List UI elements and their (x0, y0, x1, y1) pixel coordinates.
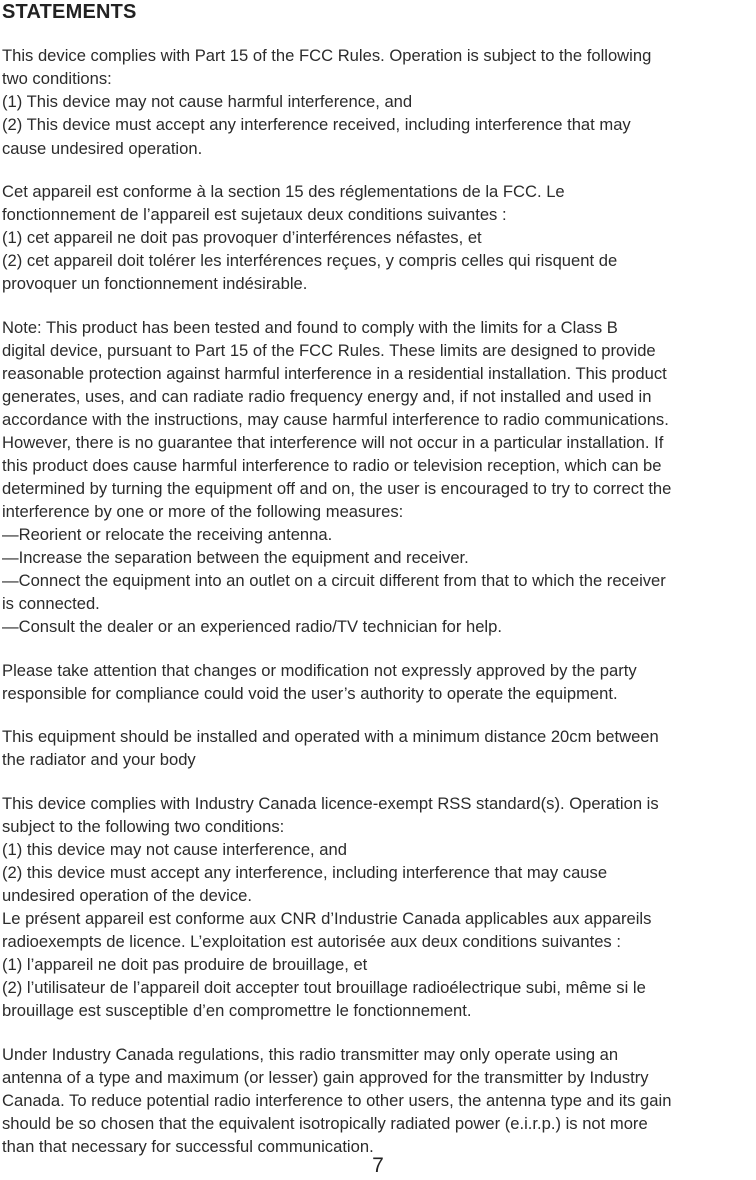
class-b-note-line: determined by turning the equipment off and on, the user is encouraged to try to correct the (2, 479, 672, 498)
french-fcc-statement-line: (1) cet appareil ne doit pas provoquer d’interférences néfastes, et (2, 228, 482, 247)
fcc-statement-line: (2) This device must accept any interference received, including interference that may (2, 115, 631, 134)
class-b-note-line: accordance with the instructions, may cause harmful interference to radio communications. (2, 410, 669, 429)
french-fcc-statement-line: (2) cet appareil doit tolérer les interférences reçues, y compris celles qui risquent de (2, 251, 618, 270)
antenna-regulation-line: should be so chosen that the equivalent isotropically radiated power (e.i.r.p.) is not more (2, 1114, 648, 1133)
fcc-statement-line: cause undesired operation. (2, 139, 203, 158)
measure-list-item: —Reorient or relocate the receiving antenna. (2, 525, 333, 544)
antenna-regulation-line: Under Industry Canada regulations, this radio transmitter may only operate using an (2, 1045, 619, 1064)
industry-canada-french-line: radioexempts de licence. L’exploitation est autorisée aux deux conditions suivantes : (2, 932, 621, 951)
class-b-note-line: this product does cause harmful interference to radio or television reception, which can be (2, 456, 662, 475)
rf-exposure-line: This equipment should be installed and operated with a minimum distance 20cm between (2, 727, 659, 746)
french-fcc-statement-line: Cet appareil est conforme à la section 15 des réglementations de la FCC. Le (2, 182, 565, 201)
class-b-note-line: digital device, pursuant to Part 15 of the FCC Rules. These limits are designed to provide (2, 341, 656, 360)
industry-canada-french-line: Le présent appareil est conforme aux CNR d’Industrie Canada applicables aux appareils (2, 909, 652, 928)
class-b-note-line: Note: This product has been tested and found to comply with the limits for a Class B (2, 318, 618, 337)
industry-canada-statement-line: (2) this device must accept any interference, including interference that may cause (2, 863, 608, 882)
fcc-statement-line: two conditions: (2, 69, 112, 88)
antenna-regulation-line: than that necessary for successful communication. (2, 1137, 374, 1156)
french-fcc-statement-line: fonctionnement de l’appareil est sujetaux deux conditions suivantes : (2, 205, 507, 224)
fcc-statement-line: (1) This device may not cause harmful interference, and (2, 92, 413, 111)
modification-warning-line: Please take attention that changes or modification not expressly approved by the party (2, 661, 637, 680)
measure-list-item: —Connect the equipment into an outlet on a circuit different from that to which the receiver (2, 571, 666, 590)
class-b-note-line: generates, uses, and can radiate radio frequency energy and, if not installed and used in (2, 387, 652, 406)
industry-canada-statement-line: This device complies with Industry Canada licence-exempt RSS standard(s). Operation is (2, 794, 659, 813)
page-number: 7 (372, 1154, 384, 1177)
class-b-note-line: However, there is no guarantee that interference will not occur in a particular installation. If (2, 433, 664, 452)
class-b-note-line: interference by one or more of the following measures: (2, 502, 404, 521)
measure-list-item: —Increase the separation between the equipment and receiver. (2, 548, 469, 567)
measure-list-item: is connected. (2, 594, 100, 613)
industry-canada-statement-line: undesired operation of the device. (2, 886, 253, 905)
modification-warning-line: responsible for compliance could void the user’s authority to operate the equipment. (2, 684, 618, 703)
antenna-regulation-line: antenna of a type and maximum (or lesser) gain approved for the transmitter by Industry (2, 1068, 649, 1087)
page-title: STATEMENTS (2, 1, 137, 23)
class-b-note-line: reasonable protection against harmful interference in a residential installation. This product (2, 364, 667, 383)
industry-canada-statement-line: subject to the following two conditions: (2, 817, 285, 836)
industry-canada-french-line: brouillage est susceptible d’en compromettre le fonctionnement. (2, 1001, 472, 1020)
industry-canada-statement-line: (1) this device may not cause interference, and (2, 840, 347, 859)
industry-canada-french-line: (1) l’appareil ne doit pas produire de brouillage, et (2, 955, 368, 974)
french-fcc-statement-line: provoquer un fonctionnement indésirable. (2, 274, 308, 293)
measure-list-item: —Consult the dealer or an experienced radio/TV technician for help. (2, 617, 502, 636)
fcc-statement-line: This device complies with Part 15 of the FCC Rules. Operation is subject to the following (2, 46, 652, 65)
rf-exposure-line: the radiator and your body (2, 750, 196, 769)
industry-canada-french-line: (2) l’utilisateur de l’appareil doit accepter tout brouillage radioélectrique subi, même si le (2, 978, 646, 997)
antenna-regulation-line: Canada. To reduce potential radio interference to other users, the antenna type and its gain (2, 1091, 672, 1110)
